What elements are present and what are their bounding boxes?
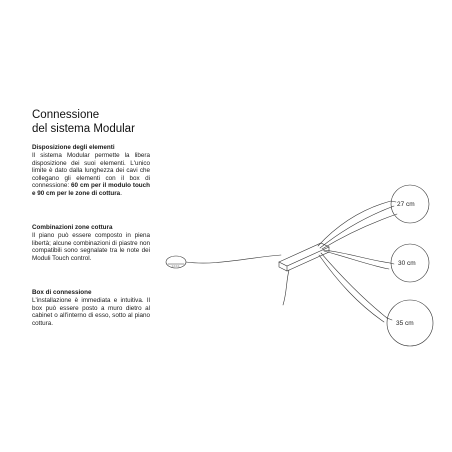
- section-body-end: .: [120, 190, 122, 198]
- touch-cable: [186, 255, 281, 263]
- cable-zone-27: [318, 201, 391, 246]
- section-heading: Combinazioni zone cottura: [32, 224, 113, 231]
- section-body: Il piano può essere composto in piena libertà; alcune combinazioni di piastre non compatibili sono segnalate tra le note dei Moduli Touch control.: [32, 232, 150, 262]
- section-body-bold: 60 cm per il modulo touch e 90 cm per le zone di cottura: [32, 182, 150, 198]
- touch-control-plug: [166, 256, 186, 268]
- cable-zone-35: [321, 253, 387, 318]
- cable-zone-30: [323, 250, 390, 263]
- power-cable: [283, 270, 289, 305]
- section-body: L'installazione è immediata e intuitiva. Il box può essere posto a muro dietro al cabinet o all'interno di esso, sotto al piano cottura.: [32, 297, 150, 327]
- section-heading: Disposizione degli elementi: [32, 144, 115, 151]
- cable-length-label-35: 35 cm: [396, 320, 414, 327]
- title-line-2: del sistema Modular: [32, 123, 135, 135]
- section-heading: Box di connessione: [32, 289, 92, 296]
- cable-length-label-30: 30 cm: [398, 260, 416, 267]
- connection-box-icon: [279, 243, 329, 271]
- title-line-1: Connessione: [32, 109, 100, 121]
- section-body-text: Il sistema Modular permette la libera disposizione dei suoi elementi. L'unico limite è dato dalla lunghezza dei cavi che collegano gli elementi con il box di connessione:: [32, 152, 150, 190]
- cable-length-label-27: 27 cm: [397, 201, 415, 208]
